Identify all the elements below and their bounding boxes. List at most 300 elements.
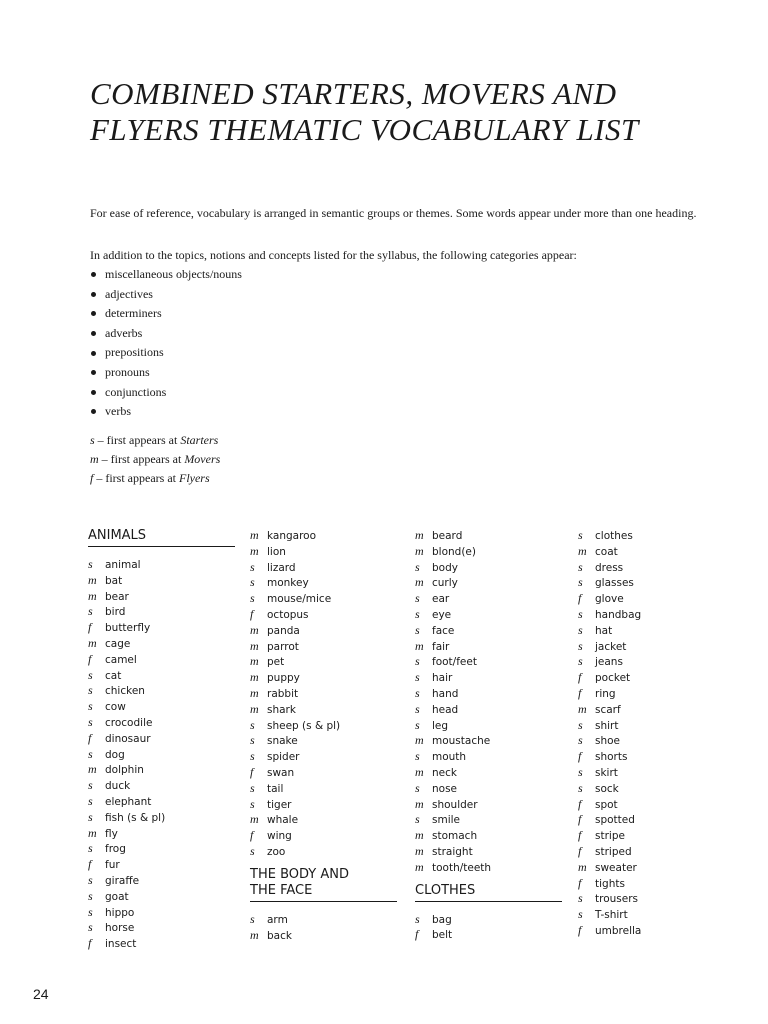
categories-intro-paragraph: In addition to the topics, notions and concepts listed for the syllabus, the following categories appear: <box>90 248 577 262</box>
level-code: s <box>250 559 255 574</box>
vocab-entry <box>250 812 400 828</box>
bullet-icon <box>91 351 96 356</box>
vocab-word: moustache <box>432 735 491 748</box>
level-code: f <box>250 764 254 779</box>
level-code: s <box>250 733 255 748</box>
legend-level: Starters <box>180 433 219 447</box>
vocab-word: shoe <box>595 735 621 748</box>
category-label: miscellaneous objects/nouns <box>105 267 242 281</box>
vocab-word: tooth/teeth <box>432 861 492 874</box>
category-label: adverbs <box>105 325 143 340</box>
level-code: s <box>415 780 420 795</box>
page-number: 24 <box>33 986 49 1002</box>
section-heading-body-and-face <box>250 867 397 902</box>
level-code: s <box>415 559 420 574</box>
vocab-entry <box>578 639 728 655</box>
vocab-word: sweater <box>595 861 637 874</box>
vocab-entry <box>250 797 400 813</box>
vocab-word: kangaroo <box>267 530 317 542</box>
legend-code: f <box>90 471 94 485</box>
vocab-entry <box>250 844 400 860</box>
level-code: s <box>88 683 93 698</box>
level-code: m <box>415 528 424 542</box>
vocab-word: swan <box>267 766 295 779</box>
vocab-word: fur <box>105 859 120 872</box>
vocab-word: curly <box>432 577 458 590</box>
bullet-icon <box>91 331 96 336</box>
bullet-icon <box>91 390 96 395</box>
level-code: f <box>88 620 92 635</box>
level-code: m <box>250 543 259 558</box>
vocab-word: elephant <box>105 795 152 808</box>
level-code: s <box>578 559 583 574</box>
level-code: m <box>415 796 424 811</box>
level-code: m <box>415 828 424 843</box>
word-list-body <box>250 912 400 944</box>
level-code: s <box>578 654 583 669</box>
bullet-icon <box>91 370 96 375</box>
bullet-icon <box>91 311 96 316</box>
vocab-entry <box>88 668 238 684</box>
level-code: s <box>250 575 255 590</box>
vocab-word: straight <box>432 845 473 858</box>
vocab-entry <box>88 826 238 842</box>
vocab-word: tiger <box>267 798 292 811</box>
category-item <box>90 383 242 403</box>
vocab-entry <box>415 781 565 797</box>
column-clothes-continued <box>578 528 728 939</box>
vocab-word: camel <box>105 653 137 666</box>
level-code: f <box>578 749 582 764</box>
vocab-word: panda <box>267 624 300 637</box>
vocab-word: spot <box>595 798 618 811</box>
level-code: m <box>415 843 424 858</box>
level-code: f <box>578 875 582 890</box>
vocab-word: lion <box>267 545 286 558</box>
level-code: f <box>578 812 582 827</box>
vocab-word: stomach <box>432 830 478 843</box>
vocab-entry <box>250 702 400 718</box>
vocab-word: tights <box>595 877 625 890</box>
vocab-word: bag <box>432 913 452 926</box>
level-code: s <box>88 557 93 571</box>
level-code: s <box>578 575 583 590</box>
level-code: s <box>415 670 420 685</box>
section-heading-clothes: CLOTHES <box>415 883 562 902</box>
legend-item <box>90 431 220 450</box>
vocab-word: belt <box>432 929 453 942</box>
level-code: s <box>578 764 583 779</box>
vocab-word: spotted <box>595 814 635 827</box>
column-animals-continued <box>250 528 400 943</box>
level-code: s <box>250 591 255 606</box>
level-code: m <box>88 572 97 587</box>
level-code: f <box>250 606 254 621</box>
category-list <box>90 265 242 422</box>
vocab-entry <box>88 936 238 952</box>
vocab-word: horse <box>105 922 135 935</box>
level-code: s <box>578 780 583 795</box>
vocab-word: face <box>432 624 455 637</box>
vocab-entry <box>88 747 238 763</box>
vocab-word: monkey <box>267 577 309 590</box>
vocab-entry <box>415 686 565 702</box>
level-code: m <box>250 927 259 942</box>
vocab-entry <box>88 794 238 810</box>
level-code: s <box>415 606 420 621</box>
vocab-entry <box>415 575 565 591</box>
vocab-entry <box>88 620 238 636</box>
level-code: s <box>250 749 255 764</box>
level-code: s <box>578 606 583 621</box>
vocab-entry <box>415 623 565 639</box>
vocab-entry <box>415 591 565 607</box>
level-code: s <box>88 746 93 761</box>
level-code: s <box>88 714 93 729</box>
level-code: s <box>88 841 93 856</box>
vocab-word: bird <box>105 606 126 619</box>
vocab-word: shirt <box>595 719 619 732</box>
vocab-word: zoo <box>267 845 286 858</box>
level-code: s <box>578 622 583 637</box>
vocab-word: mouse/mice <box>267 593 332 606</box>
word-list-animals-continued <box>250 528 400 860</box>
vocab-entry <box>250 781 400 797</box>
vocab-word: sheep (s & pl) <box>267 719 341 732</box>
vocab-word: spider <box>267 751 300 764</box>
bullet-icon <box>91 409 96 414</box>
category-label: prepositions <box>105 345 164 360</box>
column-animals <box>88 528 238 952</box>
vocab-word: cage <box>105 637 131 650</box>
vocab-word: blond(e) <box>432 545 476 558</box>
category-label: conjunctions <box>105 384 167 399</box>
level-code: m <box>88 762 97 777</box>
vocab-word: T-shirt <box>595 909 628 922</box>
vocab-entry <box>415 718 565 734</box>
vocab-word: jeans <box>595 656 623 669</box>
legend-level: Movers <box>184 452 221 466</box>
vocab-word: nose <box>432 782 458 795</box>
level-code: m <box>578 859 587 874</box>
vocab-entry <box>250 654 400 670</box>
level-code: s <box>88 667 93 682</box>
level-code: f <box>578 796 582 811</box>
vocab-word: handbag <box>595 608 642 621</box>
vocab-entry <box>88 699 238 715</box>
vocab-entry <box>578 654 728 670</box>
level-code: m <box>250 812 259 827</box>
vocab-entry <box>415 733 565 749</box>
level-code: s <box>88 793 93 808</box>
vocab-entry <box>88 636 238 652</box>
vocab-entry <box>88 557 238 573</box>
legend-item <box>90 469 220 488</box>
level-code: s <box>578 717 583 732</box>
vocab-word: neck <box>432 766 457 779</box>
level-code: f <box>578 591 582 606</box>
vocab-word: chicken <box>105 685 145 698</box>
vocab-word: goat <box>105 890 129 903</box>
level-code: f <box>415 927 419 942</box>
vocab-word: glove <box>595 593 624 606</box>
level-code: m <box>415 764 424 779</box>
vocab-entry <box>578 923 728 939</box>
vocab-entry <box>578 797 728 813</box>
vocab-word: scarf <box>595 703 621 716</box>
vocab-entry <box>578 623 728 639</box>
vocab-entry <box>250 607 400 623</box>
vocab-entry <box>88 857 238 873</box>
title-line-1: COMBINED STARTERS, MOVERS AND <box>90 76 617 111</box>
vocab-entry <box>578 907 728 923</box>
vocab-word: ear <box>432 593 450 606</box>
legend-code: s <box>90 433 95 447</box>
vocab-word: shark <box>267 703 296 716</box>
vocab-word: cat <box>105 669 122 682</box>
category-item <box>90 343 242 363</box>
level-code: m <box>415 575 424 590</box>
vocab-word: pocket <box>595 672 631 685</box>
level-code: f <box>88 730 92 745</box>
vocab-entry <box>578 844 728 860</box>
vocab-entry <box>250 623 400 639</box>
vocab-entry <box>415 844 565 860</box>
vocab-entry <box>88 589 238 605</box>
level-code: s <box>578 638 583 653</box>
category-item <box>90 402 242 422</box>
legend-level: Flyers <box>178 471 210 485</box>
level-code: m <box>578 701 587 716</box>
vocab-entry <box>578 781 728 797</box>
vocab-entry <box>250 733 400 749</box>
level-code: s <box>250 843 255 858</box>
vocab-entry <box>88 731 238 747</box>
vocab-word: bat <box>105 574 123 587</box>
level-code: m <box>250 528 259 542</box>
level-code: s <box>415 701 420 716</box>
vocab-word: sock <box>595 782 619 795</box>
level-code: s <box>88 904 93 919</box>
vocab-entry <box>250 575 400 591</box>
level-code: f <box>578 685 582 700</box>
vocab-word: shorts <box>595 751 628 764</box>
vocab-entry <box>578 733 728 749</box>
level-code: s <box>88 888 93 903</box>
vocab-entry <box>578 828 728 844</box>
vocab-word: umbrella <box>595 924 642 937</box>
bullet-icon <box>91 292 96 297</box>
vocab-entry <box>415 560 565 576</box>
vocab-entry <box>250 749 400 765</box>
vocab-entry <box>250 639 400 655</box>
vocab-entry <box>578 876 728 892</box>
level-code: s <box>415 717 420 732</box>
level-code: m <box>88 588 97 603</box>
vocab-entry <box>578 686 728 702</box>
vocab-word: whale <box>267 814 299 827</box>
vocab-word: coat <box>595 545 618 558</box>
level-code: m <box>250 685 259 700</box>
vocab-entry <box>250 670 400 686</box>
vocab-word: dog <box>105 748 125 761</box>
level-code: m <box>250 654 259 669</box>
vocab-word: clothes <box>595 530 633 542</box>
vocab-entry <box>415 912 565 928</box>
vocab-word: fair <box>432 640 450 653</box>
vocab-word: striped <box>595 845 632 858</box>
level-code: f <box>578 843 582 858</box>
level-code: s <box>415 622 420 637</box>
category-item <box>90 265 242 285</box>
vocab-entry <box>415 639 565 655</box>
vocab-entry <box>88 841 238 857</box>
vocab-entry <box>578 702 728 718</box>
vocab-entry <box>88 604 238 620</box>
vocab-entry <box>88 762 238 778</box>
intro-paragraph: For ease of reference, vocabulary is arranged in semantic groups or themes. Some words appear under more than one heading. <box>90 206 697 220</box>
vocab-entry <box>88 683 238 699</box>
vocab-word: parrot <box>267 640 299 653</box>
vocab-word: stripe <box>595 830 625 843</box>
vocab-word: frog <box>105 843 126 856</box>
section-heading-body-line-1: THE BODY AND <box>250 866 349 882</box>
vocab-word: hat <box>595 624 613 637</box>
vocab-entry <box>250 718 400 734</box>
level-code: s <box>415 654 420 669</box>
level-code: m <box>415 543 424 558</box>
vocab-entry <box>88 715 238 731</box>
level-code: m <box>250 670 259 685</box>
vocab-word: foot/feet <box>432 656 477 669</box>
vocab-word: bear <box>105 590 129 603</box>
level-code: m <box>250 622 259 637</box>
legend-text: – first appears at <box>98 452 185 466</box>
word-list-clothes <box>415 912 565 944</box>
vocab-entry <box>578 544 728 560</box>
vocab-word: leg <box>432 719 449 732</box>
vocab-entry <box>578 607 728 623</box>
vocab-word: rabbit <box>267 687 299 700</box>
vocab-entry <box>415 670 565 686</box>
category-item <box>90 285 242 305</box>
vocab-word: lizard <box>267 561 296 574</box>
category-label: determiners <box>105 306 162 321</box>
vocab-entry <box>250 928 400 944</box>
vocab-word: ring <box>595 687 616 700</box>
vocab-word: insect <box>105 938 137 951</box>
level-code: f <box>88 936 92 951</box>
level-code: s <box>415 749 420 764</box>
level-code: s <box>250 780 255 795</box>
vocab-word: arm <box>267 913 288 926</box>
level-code: s <box>88 809 93 824</box>
vocab-entry <box>250 765 400 781</box>
level-code: f <box>578 670 582 685</box>
vocab-word: giraffe <box>105 874 140 887</box>
vocab-word: trousers <box>595 893 638 906</box>
vocab-entry <box>578 891 728 907</box>
word-list-animals <box>88 557 238 952</box>
level-code: f <box>578 922 582 937</box>
vocab-entry <box>415 797 565 813</box>
vocab-word: jacket <box>595 640 627 653</box>
vocab-entry <box>415 654 565 670</box>
level-code: s <box>88 604 93 619</box>
vocab-entry <box>415 828 565 844</box>
level-code: s <box>88 699 93 714</box>
vocab-word: octopus <box>267 608 309 621</box>
column-body-continued <box>415 528 565 943</box>
vocab-word: hippo <box>105 906 135 919</box>
vocab-word: animal <box>105 559 141 571</box>
vocab-entry <box>415 860 565 876</box>
level-code: s <box>250 717 255 732</box>
level-code: f <box>578 828 582 843</box>
vocab-entry <box>88 920 238 936</box>
vocab-entry <box>250 828 400 844</box>
vocab-entry <box>415 812 565 828</box>
vocab-entry <box>250 560 400 576</box>
vocab-entry <box>250 528 400 544</box>
vocab-word: butterfly <box>105 622 151 635</box>
level-code: s <box>578 733 583 748</box>
vocab-word: skirt <box>595 766 618 779</box>
vocab-word: mouth <box>432 751 467 764</box>
vocab-entry <box>88 810 238 826</box>
vocab-entry <box>88 889 238 905</box>
category-item <box>90 304 242 324</box>
vocab-word: eye <box>432 608 452 621</box>
vocab-word: tail <box>267 782 284 795</box>
vocab-word: dolphin <box>105 764 144 777</box>
page-title <box>90 76 730 148</box>
vocab-word: smile <box>432 814 460 827</box>
vocab-entry <box>578 528 728 544</box>
vocab-entry <box>88 873 238 889</box>
category-item <box>90 363 242 383</box>
vocab-entry <box>250 686 400 702</box>
vocab-entry <box>415 765 565 781</box>
vocab-word: hand <box>432 687 459 700</box>
level-code: m <box>250 701 259 716</box>
vocab-word: snake <box>267 735 298 748</box>
level-code: s <box>415 911 420 926</box>
level-code: s <box>578 907 583 922</box>
vocab-entry <box>578 575 728 591</box>
category-label: pronouns <box>105 364 150 379</box>
bullet-icon <box>91 272 96 277</box>
vocab-entry <box>578 860 728 876</box>
vocab-entry <box>578 560 728 576</box>
vocab-entry <box>415 702 565 718</box>
level-code: f <box>88 857 92 872</box>
title-line-2: FLYERS THEMATIC VOCABULARY LIST <box>90 112 639 147</box>
vocab-entry <box>415 927 565 943</box>
vocab-word: duck <box>105 780 131 793</box>
level-code: s <box>250 911 255 926</box>
vocab-word: hair <box>432 672 453 685</box>
vocab-entry <box>415 528 565 544</box>
level-code: s <box>578 528 583 542</box>
legend-text: – first appears at <box>94 433 181 447</box>
vocab-entry <box>250 912 400 928</box>
category-label: adjectives <box>105 286 153 301</box>
vocab-word: glasses <box>595 577 634 590</box>
level-code: s <box>415 591 420 606</box>
level-code: m <box>88 825 97 840</box>
legend-text: – first appears at <box>93 471 179 485</box>
